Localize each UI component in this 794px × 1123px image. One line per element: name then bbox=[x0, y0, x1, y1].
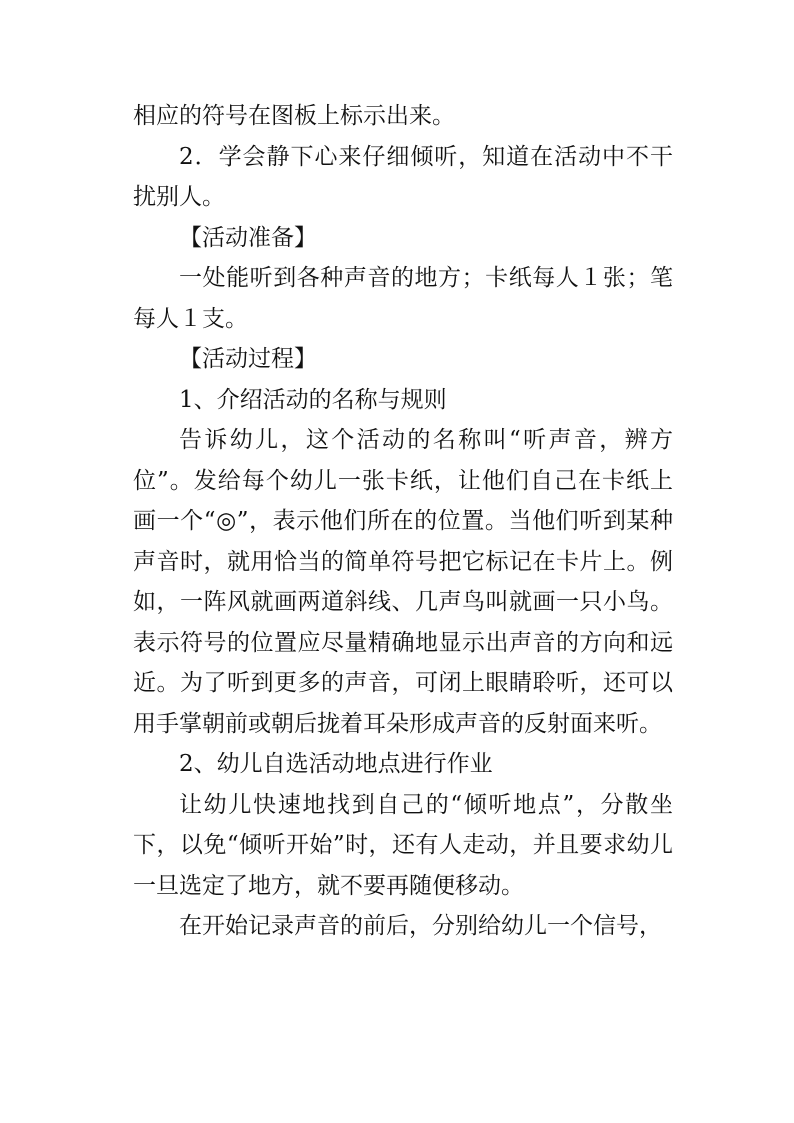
paragraph-continuation: 相应的符号在图板上标示出来。 bbox=[133, 103, 455, 129]
paragraph-signal: 在开始记录声音的前后，分别给幼儿一个信号， bbox=[179, 913, 662, 939]
document-body bbox=[133, 96, 673, 947]
paragraph-preparation: 一处能听到各种声音的地方；卡纸每人１张；笔每人１支。 bbox=[133, 265, 673, 332]
section-heading-process: 【活动过程】 bbox=[179, 346, 317, 372]
section-heading-preparation: 【活动准备】 bbox=[179, 224, 317, 251]
step-heading-1: 1、介绍活动的名称与规则 bbox=[179, 386, 447, 413]
paragraph-step-1: 告诉幼儿，这个活动的名称叫“听声音，辨方位”。发给每个幼儿一张卡纸，让他们自己在卡纸上画一个“◎”，表示他们所在的位置。当他们听到某种声音时，就用恰当的简单符号把它标记在卡片上。例如，一阵风就画两道斜线、几声鸟叫就画一只小鸟。表示符号的位置应尽量精确地显示出声音的方向和远近。为了听到更多的声音，可闭上眼睛聆听，还可以用手掌朝前或朝后拢着耳朵形成声音的反射面来听。 bbox=[133, 427, 673, 737]
paragraph-step-2: 让幼儿快速地找到自己的“倾听地点”，分散坐下，以免“倾听开始”时，还有人走动，并且要求幼儿一旦选定了地方，就不要再随便移动。 bbox=[133, 791, 673, 899]
step-heading-2: 2、幼儿自选活动地点进行作业 bbox=[179, 751, 493, 777]
paragraph-goal-2: 2．学会静下心来仔细倾听，知道在活动中不干扰别人。 bbox=[133, 143, 673, 210]
